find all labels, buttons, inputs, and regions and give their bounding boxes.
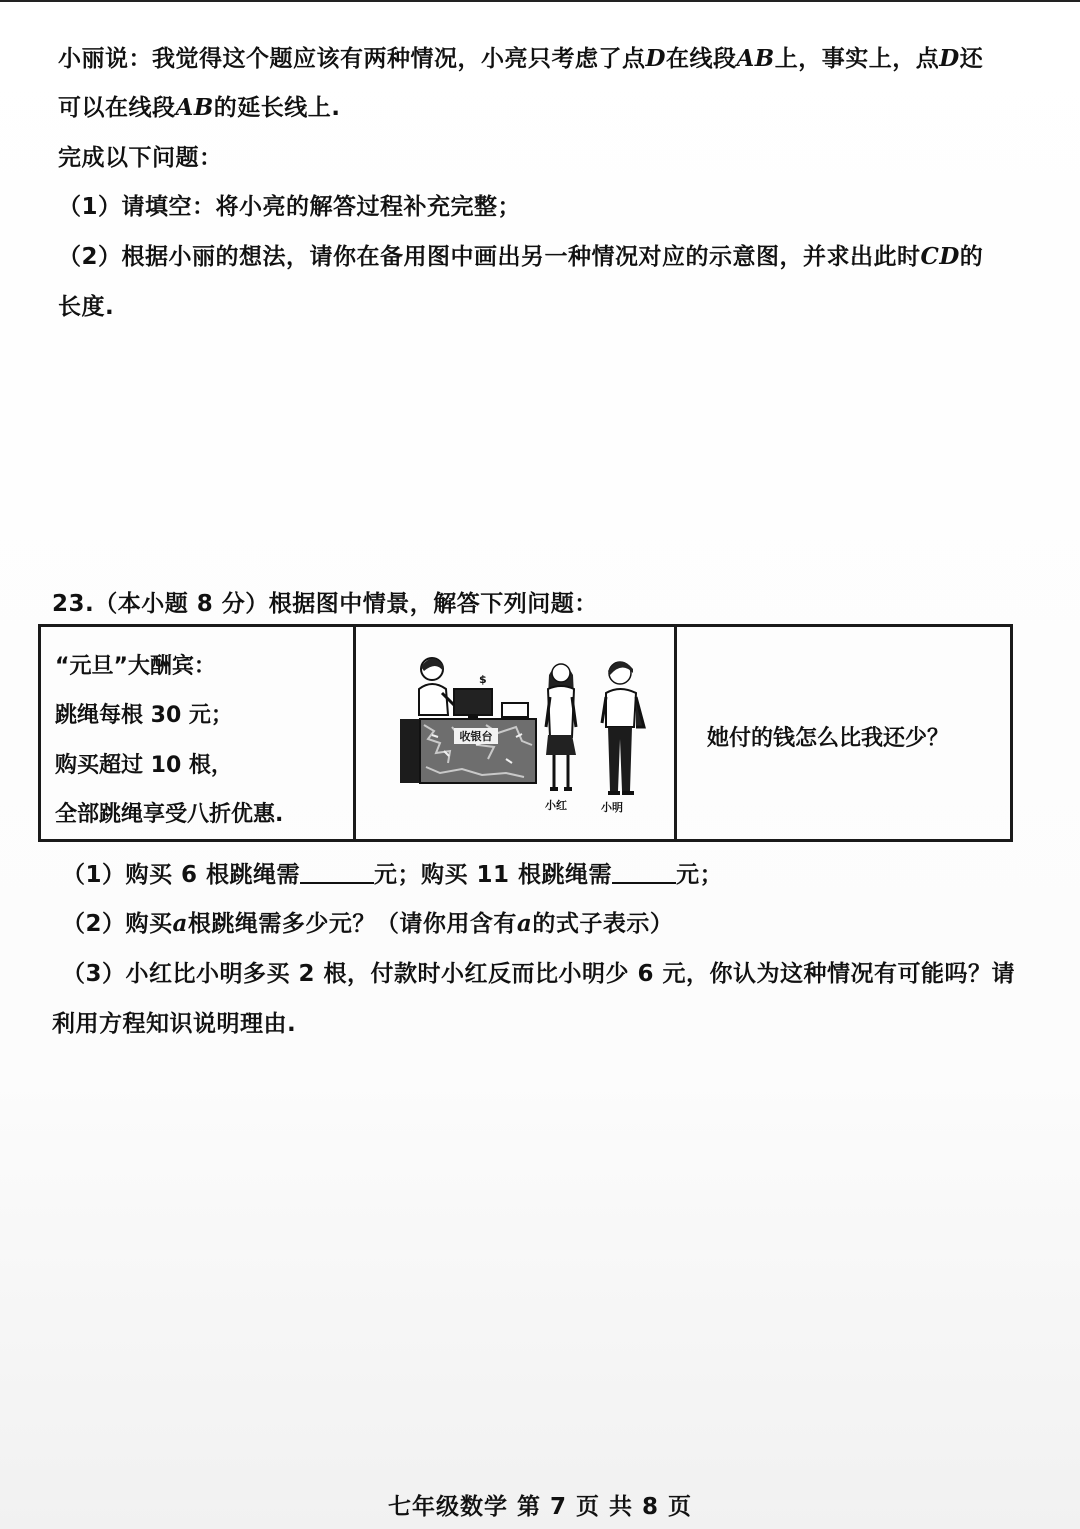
question-23-part-3-line-1: （3）小红比小明多买 2 根，付款时小红反而比小明少 6 元，你认为这种情况有可能吗？请	[62, 961, 1016, 987]
variable-a: a	[516, 910, 533, 937]
text-segment: 元；购买 11 根跳绳需	[374, 862, 613, 888]
boy-name-label: 小明	[601, 801, 623, 814]
cashier-figure	[419, 658, 456, 715]
girl-name-label: 小红	[545, 799, 567, 812]
question-23-part-3-line-2: 利用方程知识说明理由.	[52, 1011, 297, 1037]
answer-blank[interactable]	[300, 860, 374, 884]
text-segment: 可以在线段	[58, 95, 176, 121]
text-segment: （2）购买	[62, 911, 173, 937]
monitor-icon	[454, 689, 492, 715]
checkout-counter	[400, 719, 536, 783]
promo-cell	[40, 626, 355, 841]
price-tag-icon: $	[479, 673, 487, 686]
text-segment: 的	[959, 244, 984, 270]
boy-speech-text: 她付的钱怎么比我还少？	[707, 726, 950, 751]
segment-ab-label: AB	[175, 94, 214, 121]
intro-line-2	[58, 89, 341, 122]
page-footer: 七年级数学 第 7 页 共 8 页	[387, 1494, 693, 1520]
promo-line: 全部跳绳享受八折优惠.	[55, 802, 284, 827]
text-segment: 的延长线上.	[213, 95, 341, 121]
boy-figure	[602, 661, 644, 793]
intro-line-3: 完成以下问题：	[58, 145, 223, 171]
question-22-part-1: （1）请填空：将小亮的解答过程补充完整；	[58, 194, 522, 220]
promo-line: “元旦”大酬宾：	[55, 654, 216, 679]
girl-figure	[546, 664, 576, 789]
text-segment: 的式子表示）	[532, 911, 674, 937]
counter-label: 收银台	[459, 730, 493, 743]
question-23-heading: 23.（本小题 8 分）根据图中情景，解答下列问题：	[52, 591, 598, 617]
text-segment: （1）购买 6 根跳绳需	[62, 862, 301, 888]
answer-blank[interactable]	[612, 860, 676, 884]
point-d-label: D	[939, 45, 960, 72]
text-segment: 根跳绳需多少元？（请你用含有	[187, 911, 517, 937]
text-segment: （2）根据小丽的想法，请你在备用图中画出另一种情况对应的示意图，并求出此时	[58, 244, 921, 270]
intro-line-6: 长度.	[58, 294, 115, 320]
text-segment: 小丽说：我觉得这个题应该有两种情况，小亮只考虑了点	[58, 46, 646, 72]
variable-a: a	[172, 910, 188, 937]
speech-cell	[676, 626, 1012, 841]
intro-line-1	[58, 40, 983, 73]
question-23-part-2	[62, 905, 673, 938]
scenario-table	[38, 624, 1013, 842]
page-top-border	[0, 0, 1080, 2]
question-23-part-1	[62, 856, 723, 889]
text-segment: 上，事实上，点	[774, 46, 940, 72]
shop-scene-illustration	[356, 627, 674, 839]
text-segment: 还	[959, 46, 984, 72]
text-segment: 在线段	[665, 46, 737, 72]
picture-cell	[355, 626, 676, 841]
promo-line: 购买超过 10 根，	[55, 753, 233, 778]
segment-cd-label: CD	[920, 243, 960, 270]
text-segment: 元；	[676, 862, 724, 888]
question-22-part-2	[58, 238, 983, 271]
segment-ab-label: AB	[736, 45, 775, 72]
cash-register-icon	[502, 703, 528, 717]
point-d-label: D	[645, 45, 666, 72]
promo-line: 跳绳每根 30 元；	[55, 703, 233, 728]
